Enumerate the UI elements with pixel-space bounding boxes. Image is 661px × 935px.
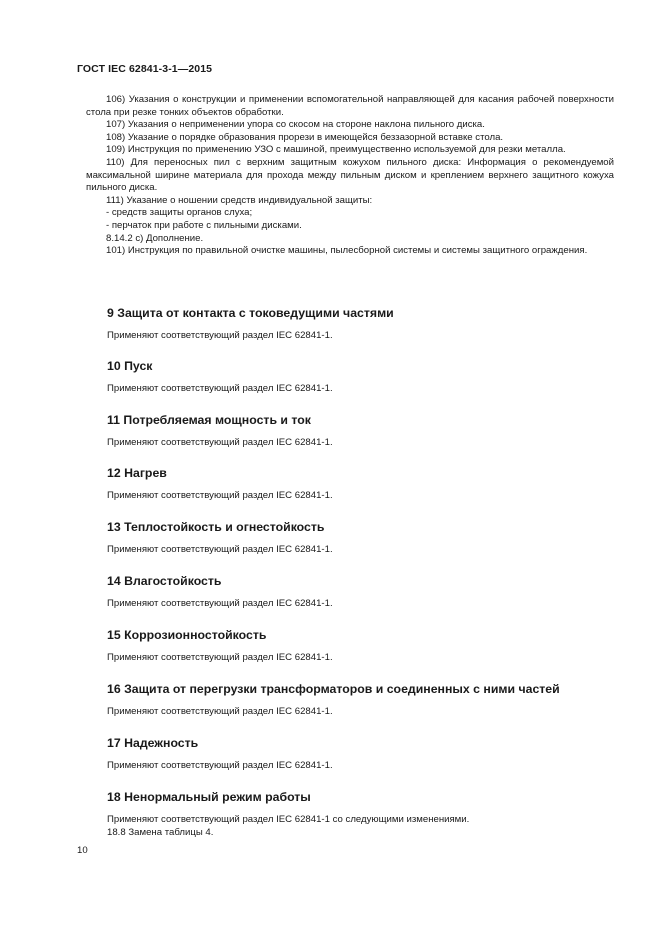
section-17 xyxy=(107,736,617,771)
section-12 xyxy=(107,466,617,501)
list-item: 109) Инструкция по применению УЗО с машиной, преимущественно используемой для резки металла. xyxy=(106,144,566,156)
list-continuation xyxy=(86,94,614,258)
list-item: 101) Инструкция по правильной очистке машины, пылесборной системы и системы защитного ограждения. xyxy=(106,245,588,257)
section-title: 12 Нагрев xyxy=(107,466,167,480)
section-title: 9 Защита от контакта с токоведущими частями xyxy=(107,306,394,320)
section-body: Применяют соответствующий раздел IEC 62841-1. xyxy=(107,437,333,448)
list-item: - средств защиты органов слуха; xyxy=(106,207,253,219)
section-body: Применяют соответствующий раздел IEC 62841-1. xyxy=(107,760,333,771)
section-body: Применяют соответствующий раздел IEC 62841-1. xyxy=(107,598,333,609)
section-body: Применяют соответствующий раздел IEC 62841-1. xyxy=(107,544,333,555)
section-body: Применяют соответствующий раздел IEC 62841-1 со следующими изменениями. xyxy=(107,814,470,825)
section-title: 15 Коррозионностойкость xyxy=(107,628,267,642)
section-title: 14 Влагостойкость xyxy=(107,574,222,588)
page-number: 10 xyxy=(77,845,88,856)
section-body: Применяют соответствующий раздел IEC 62841-1. xyxy=(107,490,333,501)
list-item: 110) Для переносных пил с верхним защитным кожухом пильного диска: Информация о рекомендуемой максимальной ширине материала для прохода между пильным диском и креплением верхнего защитного кожуха пильного диска. xyxy=(86,156,614,194)
section-10 xyxy=(107,359,617,394)
section-title: 11 Потребляемая мощность и ток xyxy=(107,413,311,427)
section-title: 16 Защита от перегрузки трансформаторов и соединенных с ними частей xyxy=(107,682,560,696)
list-item: 111) Указание о ношении средств индивидуальной защиты: xyxy=(106,194,373,206)
section-15 xyxy=(107,628,617,663)
section-title: 13 Теплостойкость и огнестойкость xyxy=(107,520,325,534)
section-16 xyxy=(107,682,617,717)
list-item: 107) Указания о неприменении упора со скосом на стороне наклона пильного диска. xyxy=(106,119,485,131)
section-body: Применяют соответствующий раздел IEC 62841-1. xyxy=(107,706,333,717)
section-9 xyxy=(107,306,617,341)
section-body: Применяют соответствующий раздел IEC 62841-1. xyxy=(107,330,333,341)
list-item: 106) Указания о конструкции и применении вспомогательной направляющей для касания рабочей поверхности стола при резке тонких объектов обработки. xyxy=(86,94,614,118)
section-13 xyxy=(107,520,617,555)
section-11 xyxy=(107,413,617,448)
clause-heading: 8.14.2 c) Дополнение. xyxy=(106,232,204,244)
section-title: 10 Пуск xyxy=(107,359,153,373)
list-item: 108) Указание о порядке образования прорези в имеющейся беззазорной вставке стола. xyxy=(106,131,504,143)
section-18 xyxy=(107,790,617,838)
clause-text: 18.8 Замена таблицы 4. xyxy=(107,827,214,838)
list-item: - перчаток при работе с пильными дисками. xyxy=(106,219,302,231)
section-title: 17 Надежность xyxy=(107,736,199,750)
document-code: ГОСТ IEC 62841-3-1—2015 xyxy=(77,63,213,75)
section-14 xyxy=(107,574,617,609)
section-body: Применяют соответствующий раздел IEC 62841-1. xyxy=(107,383,333,394)
section-title: 18 Ненормальный режим работы xyxy=(107,790,311,804)
section-body: Применяют соответствующий раздел IEC 62841-1. xyxy=(107,652,333,663)
